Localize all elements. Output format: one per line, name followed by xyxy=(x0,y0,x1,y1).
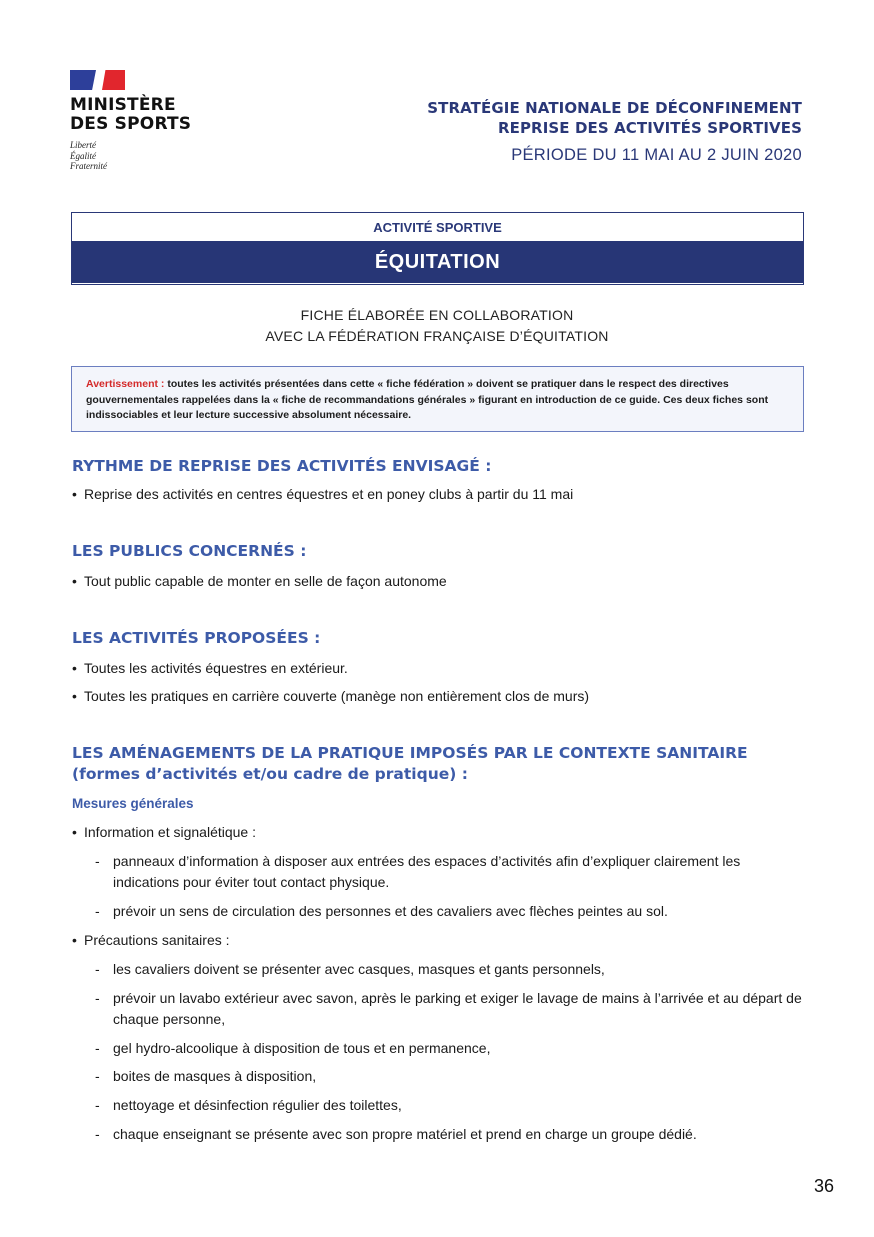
sub-list-item: - chaque enseignant se présente avec son propre matériel et prend en charge un groupe dédié. xyxy=(95,1124,810,1145)
activity-title-box xyxy=(71,212,804,285)
activity-title: ÉQUITATION xyxy=(72,241,803,283)
sub-list-item: - gel hydro-alcoolique à disposition de tous et en permanence, xyxy=(95,1038,810,1059)
dash-icon: - xyxy=(95,1097,100,1113)
bullet-icon: • xyxy=(72,573,77,589)
warning-box xyxy=(71,366,804,432)
sub-list-item: - nettoyage et désinfection régulier des toilettes, xyxy=(95,1095,810,1116)
list-item: • Tout public capable de monter en selle de façon autonome xyxy=(72,571,812,592)
motto-line: Liberté xyxy=(70,140,96,150)
bullet-icon: • xyxy=(72,486,77,502)
ministry-logo xyxy=(70,70,210,172)
section-title-rythme: RYTHME DE REPRISE DES ACTIVITÉS ENVISAGÉ : xyxy=(72,457,492,475)
sub-list-item: - les cavaliers doivent se présenter avec casques, masques et gants personnels, xyxy=(95,959,810,980)
list-item: • Toutes les pratiques en carrière couverte (manège non entièrement clos de murs) xyxy=(72,686,812,707)
dash-icon: - xyxy=(95,1040,100,1056)
header-reprise: REPRISE DES ACTIVITÉS SPORTIVES xyxy=(497,119,802,137)
collaboration-note xyxy=(0,305,874,347)
ministry-name-line1: MINISTÈRE xyxy=(70,95,176,115)
bullet-icon: • xyxy=(72,688,77,704)
french-flag-icon xyxy=(70,70,125,90)
dash-icon: - xyxy=(95,1068,100,1084)
warning-label: Avertissement : xyxy=(86,378,165,390)
bullet-icon: • xyxy=(72,660,77,676)
list-item-group: • Précautions sanitaires : xyxy=(72,930,812,951)
sub-list-item: - panneaux d’information à disposer aux entrées des espaces d’activités afin d’expliquer clairement les indications pour éviter tout contact physique. xyxy=(95,853,741,890)
page-number: 36 xyxy=(813,1176,834,1196)
collaboration-line1: FICHE ÉLABORÉE EN COLLABORATION xyxy=(300,307,574,323)
motto-line: Égalité xyxy=(70,150,96,161)
dash-icon: - xyxy=(95,903,100,919)
document-header xyxy=(427,98,802,166)
bullet-icon: • xyxy=(72,932,77,948)
sub-list-item: - prévoir un sens de circulation des personnes et des cavaliers avec flèches peintes au sol. xyxy=(95,901,810,922)
section-title-publics: LES PUBLICS CONCERNÉS : xyxy=(72,542,307,560)
collaboration-line2: AVEC LA FÉDÉRATION FRANÇAISE D’ÉQUITATION xyxy=(265,328,609,344)
sub-list-item: - boites de masques à disposition, xyxy=(95,1066,810,1087)
warning-text: toutes les activités présentées dans cette « fiche fédération » doivent se pratiquer dans le respect des directives gouvernementales rappelées dans la « fiche de recommandations générales » figurant en introduction de ce guide. Ces deux fiches sont indissociables et leur lecture successive absolument nécessaire. xyxy=(86,378,769,421)
section-title-activites: LES ACTIVITÉS PROPOSÉES : xyxy=(72,629,321,647)
ministry-name-line2: DES SPORTS xyxy=(70,114,192,134)
section-title-amenagements: LES AMÉNAGEMENTS DE LA PRATIQUE IMPOSÉS PAR LE CONTEXTE SANITAIRE (formes d’activités et/ou cadre de pratique) : xyxy=(72,744,748,783)
dash-icon: - xyxy=(95,853,100,869)
subsection-title-mesures: Mesures générales xyxy=(72,796,194,811)
header-strategy: STRATÉGIE NATIONALE DE DÉCONFINEMENT xyxy=(427,99,802,117)
dash-icon: - xyxy=(95,961,100,977)
dash-icon: - xyxy=(95,990,100,1006)
list-item: • Toutes les activités équestres en extérieur. xyxy=(72,658,812,679)
dash-icon: - xyxy=(95,1126,100,1142)
bullet-icon: • xyxy=(72,824,77,840)
list-item: • Reprise des activités en centres équestres et en poney clubs à partir du 11 mai xyxy=(72,484,812,505)
motto-line: Fraternité xyxy=(70,161,107,171)
motto xyxy=(70,140,210,172)
activity-category: ACTIVITÉ SPORTIVE xyxy=(72,213,803,241)
sub-list-item: - prévoir un lavabo extérieur avec savon, après le parking et exiger le lavage de mains à l’arrivée et au départ de chaque personne, xyxy=(95,990,802,1027)
header-period: PÉRIODE DU 11 MAI AU 2 JUIN 2020 xyxy=(511,146,802,164)
list-item-group: • Information et signalétique : xyxy=(72,822,812,843)
